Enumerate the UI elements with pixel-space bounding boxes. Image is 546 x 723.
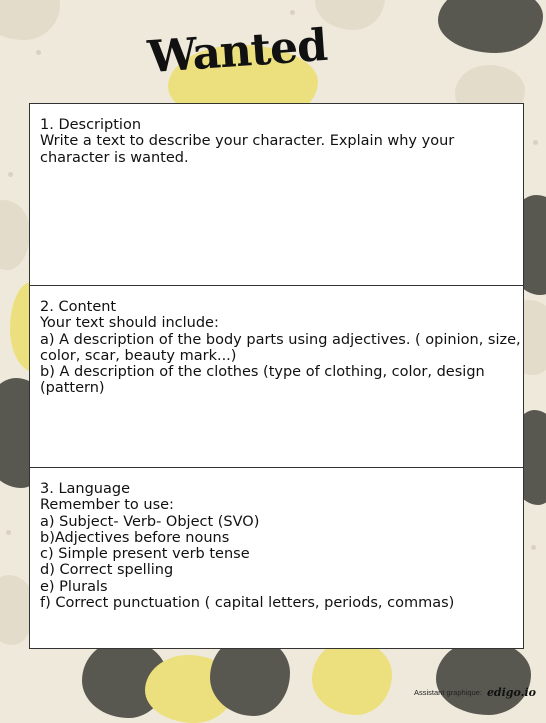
section-text: color, scar, beauty mark...) <box>40 347 237 364</box>
section-heading: 3. Language <box>40 481 131 497</box>
section-content <box>30 286 523 468</box>
section-text: (pattern) <box>40 380 105 397</box>
section-heading: 1. Description <box>40 117 142 133</box>
background-blob <box>436 640 531 715</box>
section-heading: 2. Content <box>40 299 117 315</box>
background-blob <box>312 640 392 715</box>
section-language <box>30 468 523 650</box>
section-text: Your text should include: <box>40 315 219 332</box>
worksheet <box>29 103 524 649</box>
background-dot <box>290 10 295 15</box>
background-blob <box>0 200 30 270</box>
section-text: d) Correct spelling <box>40 562 174 579</box>
section-text: a) Subject- Verb- Object (SVO) <box>40 513 260 530</box>
section-text: b)Adjectives before nouns <box>40 529 230 546</box>
section-text: Write a text to describe your character. Explain why your <box>40 133 455 150</box>
credit-label: Assistant graphique: <box>413 687 482 697</box>
section-description <box>30 104 523 286</box>
section-text: b) A description of the clothes (type of clothing, color, design <box>40 364 485 381</box>
background-dot <box>8 172 13 177</box>
background-dot <box>531 545 536 550</box>
section-text: e) Plurals <box>40 578 108 595</box>
page-title: Wanted <box>146 19 329 84</box>
background-dot <box>6 530 11 535</box>
background-blob <box>438 0 543 53</box>
section-text: f) Correct punctuation ( capital letters, periods, commas) <box>40 595 455 612</box>
credit-logo: edigo.io <box>486 685 536 699</box>
section-text: a) A description of the body parts using adjectives. ( opinion, size, <box>40 331 521 348</box>
section-text: character is wanted. <box>40 149 189 166</box>
background-dot <box>533 140 538 145</box>
background-blob <box>0 0 60 40</box>
section-text: c) Simple present verb tense <box>40 546 250 563</box>
section-text: Remember to use: <box>40 497 174 514</box>
credit <box>414 683 536 701</box>
background-dot <box>36 50 41 55</box>
